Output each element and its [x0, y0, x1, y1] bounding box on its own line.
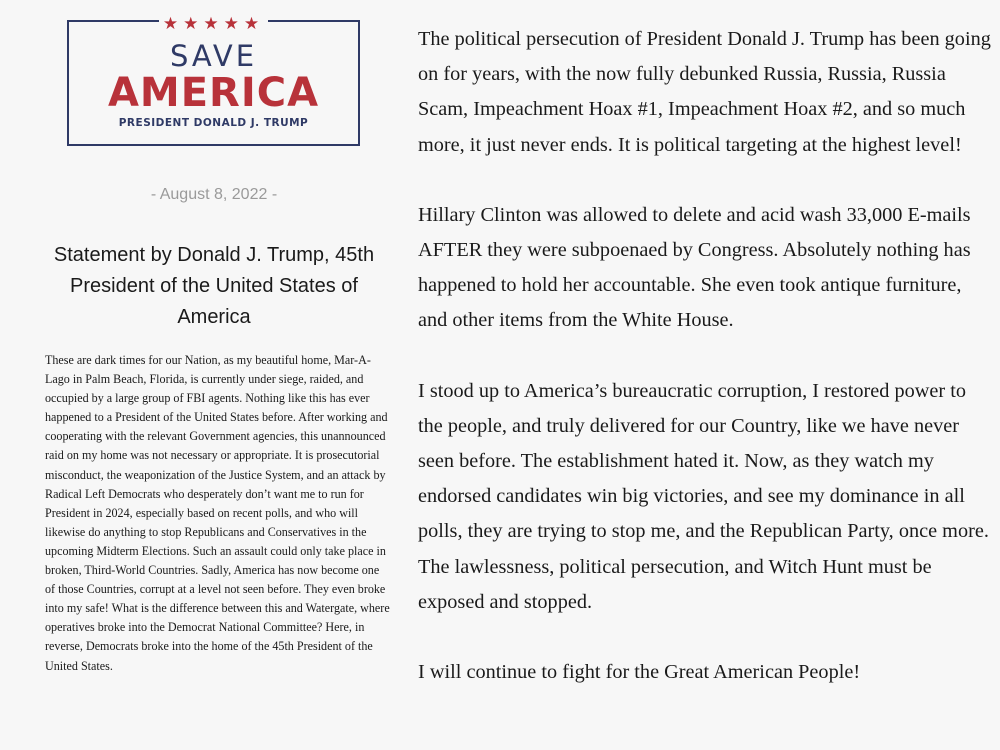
save-america-logo [67, 14, 360, 146]
left-column [0, 0, 400, 750]
logo-save-text: SAVE [169, 39, 258, 73]
statement-body-left: These are dark times for our Nation, as my beautiful home, Mar-A-Lago in Palm Beach, Florida, is currently under siege, raided, and occupied by a large group of FBI agents. Nothing like this has ever happened to a President of the United States before. After working and cooperating with the relevant Government agencies, this unannounced raid on my home was not necessary or appropriate. It is prosecutorial misconduct, the weaponization of the Justice System, and an attack by Radical Left Democrats who desperately don’t want me to run for President in 2024, especially based on recent polls, and who will likewise do anything to stop Republicans and Conservatives in the upcoming Midterm Elections. Such an assault could only take place in broken, Third-World Countries. Sadly, America has now become one of those Countries, corrupt at a level not seen before. They even broke into my safe! What is the difference between this and Watergate, where operatives broke into the Democrat National Committee? Here, in reverse, Democrats broke into the home of the 45th President of the United States. [45, 353, 390, 673]
logo-america-text: AMERICA [107, 70, 320, 116]
right-paragraph-1: The political persecution of President Donald J. Trump has been going on for years, with the now fully debunked Russia, Russia, Russia Scam, Impeachment Hoax #1, Impeachment Hoax #2, and so much more, it just never ends. It is political targeting at the highest level! [418, 28, 991, 156]
right-paragraph-3: I stood up to America’s bureaucratic corruption, I restored power to the people, and truly delivered for our Country, like we have never seen before. The establishment hated it. Now, as they watch my endorsed candidates win big victories, and see my dominance in all polls, they are trying to stop me, and the Republican Party, once more. The lawlessness, political persecution, and Witch Hunt must be exposed and stopped. [418, 379, 989, 613]
statement-date: - August 8, 2022 - [150, 186, 278, 203]
right-paragraph-2: Hillary Clinton was allowed to delete and acid wash 33,000 E-mails AFTER they were subpoenaed by Congress. Absolutely nothing has happened to hold her accountable. She even took antique furniture, and other items from the White House. [418, 203, 971, 332]
right-column [418, 22, 993, 725]
logo-president-text: PRESIDENT DONALD J. TRUMP [118, 117, 309, 129]
right-paragraph-4: I will continue to fight for the Great American People! [418, 661, 861, 684]
statement-title: Statement by Donald J. Trump, 45th President of the United States of America [53, 244, 375, 328]
logo-stars: ★★★★★ [159, 14, 268, 34]
